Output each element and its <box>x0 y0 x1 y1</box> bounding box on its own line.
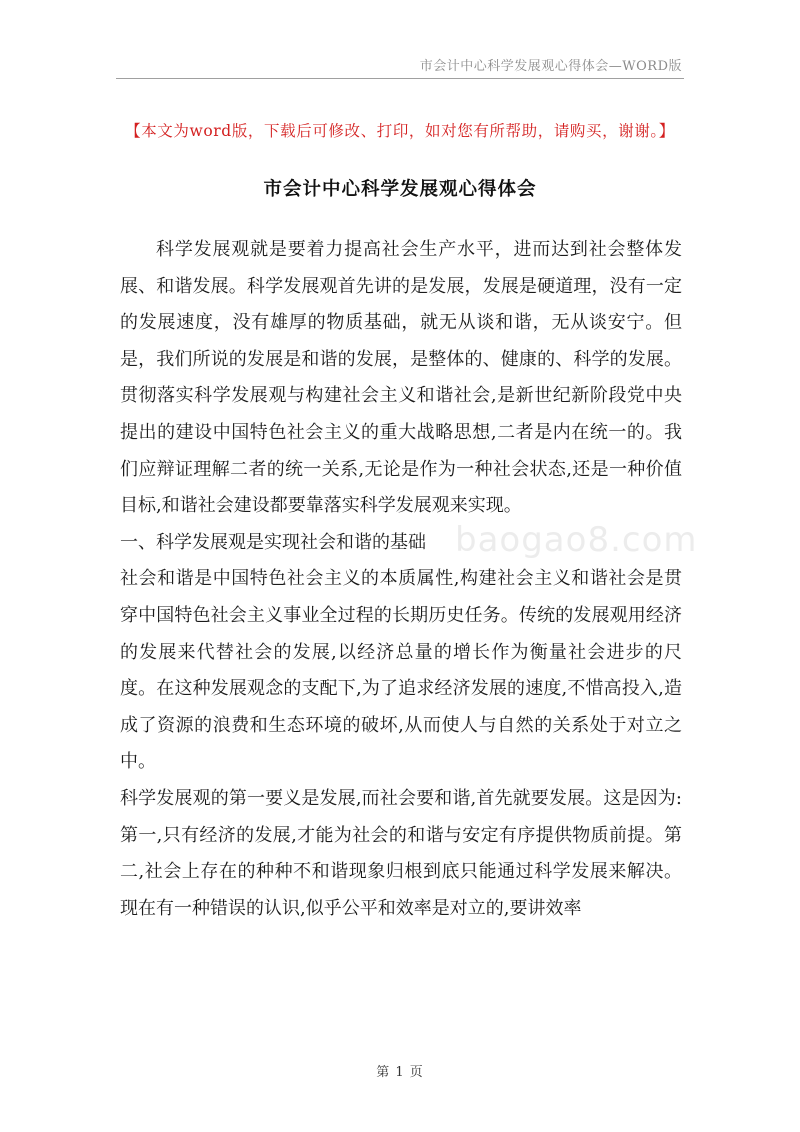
body-paragraph: 科学发展观的第一要义是发展,而社会要和谐,首先就要发展。这是因为:第一,只有经济的发展,才能为社会的和谐与安定有序提供物质前提。第二,社会上存在的种种不和谐现象归根到底只能通过科学发展来解决。现在有一种错误的认识,似乎公平和效率是对立的,要讲效率 <box>120 787 682 919</box>
watermark-text: baogao8.com <box>455 520 698 560</box>
running-header: 市会计中心科学发展观心得体会—WORD版 <box>419 59 682 74</box>
body-paragraph: 社会和谐是中国特色社会主义的本质属性,构建社会主义和谐社会是贯穿中国特色社会主义事业全过程的长期历史任务。传统的发展观用经济的发展来代替社会的发展,以经济总量的增长作为衡量社会进步的尺度。在这种发展观念的支配下,为了追求经济发展的速度,不惜高投入,造成了资源的浪费和生态环境的破坏,从而使人与自然的关系处于对立之中。 <box>120 568 682 773</box>
section-heading: 一、科学发展观是实现社会和谐的基础 <box>120 531 426 553</box>
body-paragraph: 科学发展观就是要着力提高社会生产水平，进而达到社会整体发展、和谐发展。科学发展观首先讲的是发展，发展是硬道理，没有一定的发展速度，没有雄厚的物质基础，就无从谈和谐，无从谈安宁。但是，我们所说的发展是和谐的发展，是整体的、健康的、科学的发展。贯彻落实科学发展观与构建社会主义和谐社会,是新世纪新阶段党中央提出的建设中国特色社会主义的重大战略思想,二者是内在统一的。我们应辩证理解二者的统一关系,无论是作为一种社会状态,还是一种价值目标,和谐社会建设都要靠落实科学发展观来实现。 <box>120 239 682 517</box>
document-title: 市会计中心科学发展观心得体会 <box>263 179 537 200</box>
page-number: 第 1 页 <box>376 1065 424 1080</box>
header-divider <box>116 78 684 79</box>
download-notice: 【本文为word版，下载后可修改、打印，如对您有所帮助，请购买，谢谢。】 <box>125 122 675 140</box>
document-body <box>120 232 682 927</box>
